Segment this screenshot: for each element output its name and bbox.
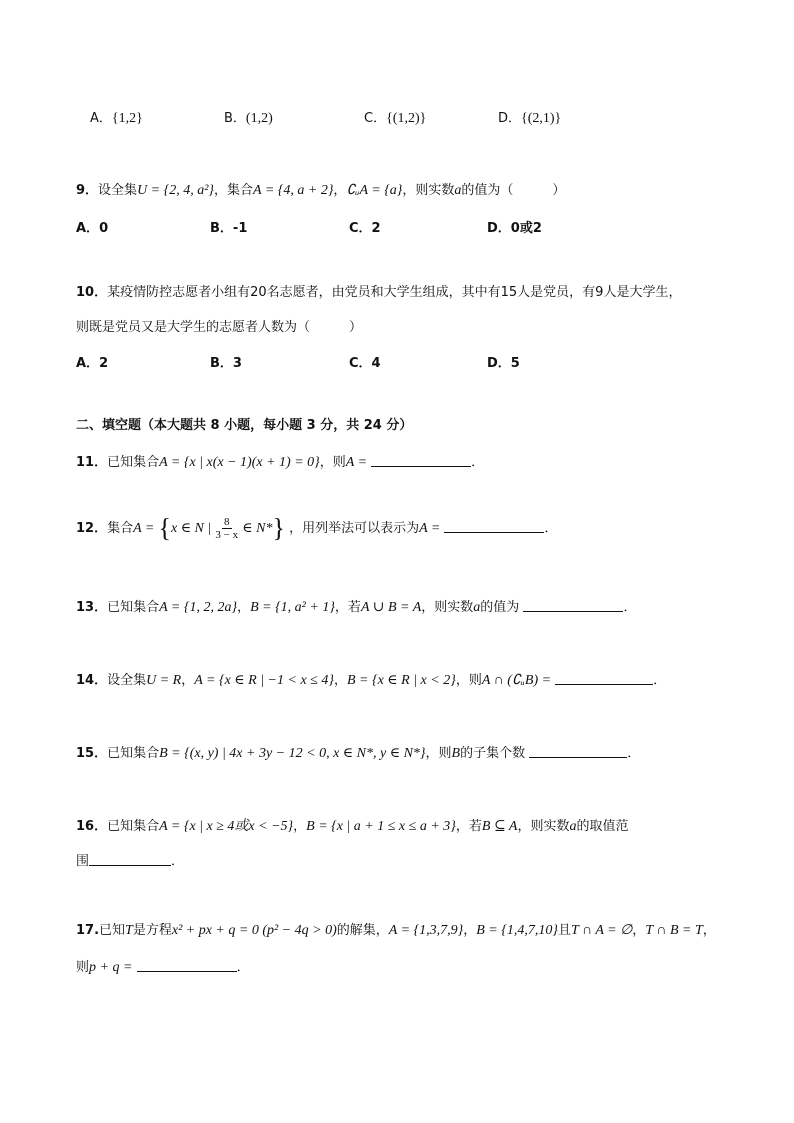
q17-line1: 17.已知T是方程x² + px + q = 0 (p² − 4q > 0)的解集，A = {1,3,7,9}，B = {1,4,7,10}且T ∩ A = ∅，T ∩ B = T， xyxy=(76,923,716,938)
q10-option-d: D．5 xyxy=(487,356,520,371)
answer-blank xyxy=(555,672,653,685)
q16-line1: 16．已知集合A = {x | x ≥ 4或x < −5}，B = {x | a + 1 ≤ x ≤ a + 3}，若B ⊆ A，则实数a的取值范 xyxy=(76,819,629,834)
q11: 11．已知集合A = {x | x(x − 1)(x + 1) = 0}，则A = ． xyxy=(76,455,485,470)
q9-option-d: D．0或2 xyxy=(487,221,542,236)
q16-line2: 围 ． xyxy=(76,854,185,869)
q8-option-b: B．(1,2) xyxy=(224,111,273,126)
answer-blank xyxy=(89,853,171,866)
q15: 15．已知集合B = {(x, y) | 4x + 3y − 12 < 0, x ∈ N*, y ∈ N*}，则B的子集个数 ． xyxy=(76,746,641,761)
q8-option-c: C．{(1,2)} xyxy=(364,111,427,126)
q9-option-c: C．2 xyxy=(349,221,381,236)
answer-blank xyxy=(371,454,471,467)
q17-line2: 则p + q = ． xyxy=(76,960,250,975)
q10-option-b: B．3 xyxy=(210,356,242,371)
q10-stem-line2: 则既是党员又是大学生的志愿者人数为（ ） xyxy=(76,320,363,335)
q9-option-b: B．-1 xyxy=(210,221,248,236)
fraction: $\frac{8}{3 - x}$ xyxy=(215,516,239,541)
q13: 13．已知集合A = {1, 2, 2a}，B = {1, a² + 1}，若A ∪ B = A，则实数a的值为 ． xyxy=(76,600,637,615)
q8-option-d: D．{(2,1)} xyxy=(498,111,562,126)
answer-blank xyxy=(529,745,627,758)
answer-blank xyxy=(444,520,544,533)
q12: 12．集合A = {x ∈ N | $\frac{8}{3 - x}$ ∈ N*} ，用列举法可以表示为A = ． xyxy=(76,513,558,543)
q9-option-a: A．0 xyxy=(76,221,109,236)
section-heading: 二、填空题（本大题共 8 小题，每小题 3 分，共 24 分） xyxy=(76,418,413,433)
q9-stem: 9．设全集U = {2, 4, a²}，集合A = {4, a + 2}，∁ᵤA = {a}，则实数a的值为（ ） xyxy=(76,183,566,198)
q14: 14．设全集U = R，A = {x ∈ R | −1 < x ≤ 4}，B = {x ∈ R | x < 2}，则A ∩ (∁ᵤB) = ． xyxy=(76,673,667,688)
q10-option-a: A．2 xyxy=(76,356,109,371)
answer-blank xyxy=(137,959,237,972)
answer-blank xyxy=(523,599,623,612)
q8-option-a: A．{1,2} xyxy=(90,111,143,126)
q10-stem-line1: 10．某疫情防控志愿者小组有20名志愿者，由党员和大学生组成，其中有15人是党员，有9人是大学生， xyxy=(76,285,682,300)
q10-option-c: C．4 xyxy=(349,356,381,371)
